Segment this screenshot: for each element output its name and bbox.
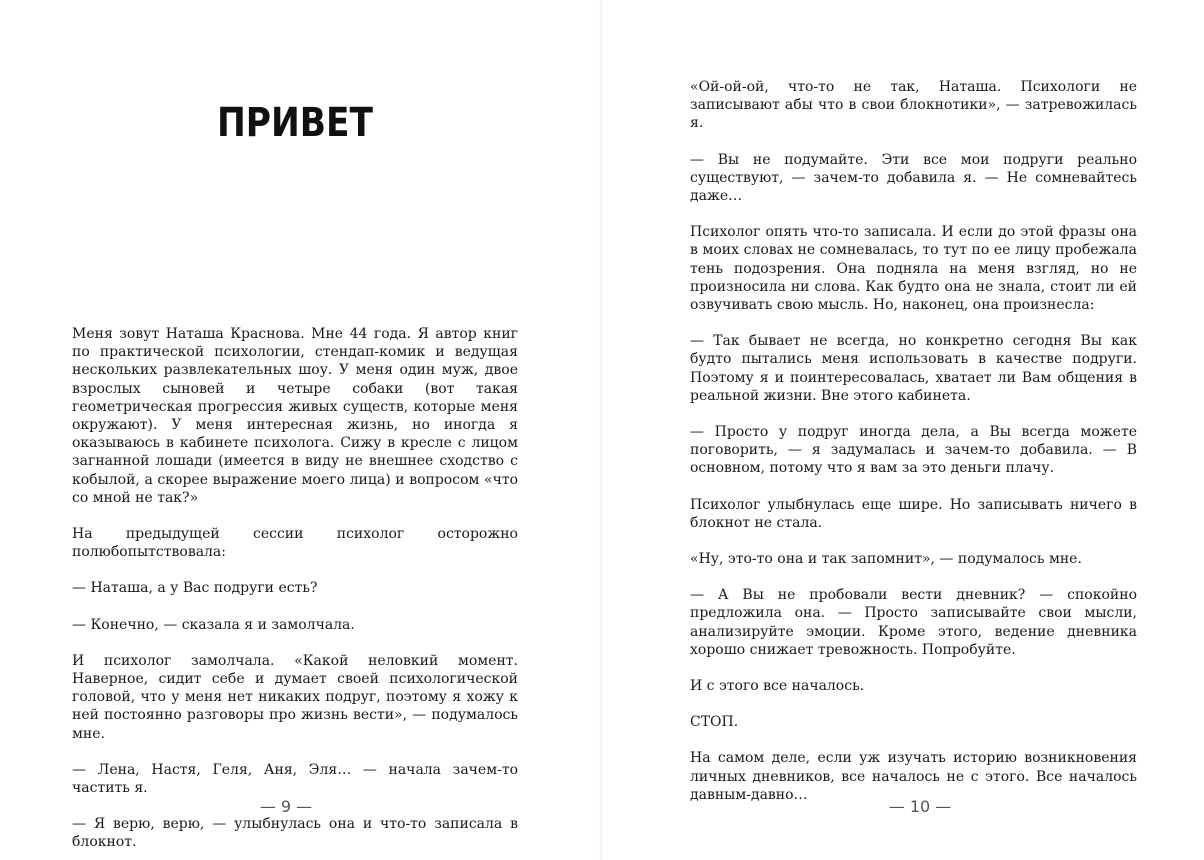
paragraph: Психолог опять что-то записала. И если до этой фразы она в моих словах не сомневалась, то тут по ее лицу пробежала тень подозрения. Она подняла на меня взгляд, но не произносила ни слова. Как будто она не знала, стоит ли ей озвучивать свою мысль. Но, наконец, она произнесла: [690, 224, 1137, 314]
paragraph: — Вы не подумайте. Эти все мои подруги реально существуют, — зачем-то добавила я. — Не сомневайтесь даже… [690, 151, 1137, 205]
paragraph: И психолог замолчала. «Какой неловкий момент. Наверное, сидит себе и думает своей психологической головой, что у меня нет никаких подруг, поэтому я хожу к ней постоянно разговоры про жизнь вести», — подумалось мне. [72, 652, 518, 742]
paragraph: На предыдущей сессии психолог осторожно полюбопытствовала: [72, 526, 518, 561]
right-page [602, 0, 1204, 860]
page-number-left: — 9 — [259, 797, 313, 816]
paragraph: — Наташа, а у Вас подруги есть? [72, 580, 318, 597]
paragraph: — Лена, Настя, Геля, Аня, Эля… — начала зачем-то частить я. [72, 761, 518, 797]
paragraph: «Ну, это-то она и так запомнит», — подумалось мне. [690, 551, 1082, 568]
paragraph: — А Вы не пробовали вести дневник? — спокойно предложила она. — Просто записывайте свои мысли, анализируйте эмоции. Кроме этого, ведение дневника хорошо снижает тревожность. Попробуйте. [690, 587, 1137, 658]
right-page-body [690, 78, 1137, 822]
paragraph: СТОП. [690, 714, 739, 731]
page-number-right: — 10 — [888, 797, 952, 816]
chapter-title: ПРИВЕТ [217, 100, 373, 146]
paragraph: — Я верю, верю, — улыбнулась она и что-то записала в блокнот. [72, 816, 518, 851]
paragraph: Психолог улыбнулась еще шире. Но записывать ничего в блокнот не стала. [690, 496, 1137, 531]
paragraph: — Конечно, — сказала я и замолчала. [72, 616, 355, 633]
paragraph: И с этого все началось. [690, 678, 865, 695]
paragraph: «Ой-ой-ой, что-то не так, Наташа. Психологи не записывают абы что в свои блокнотики», — затревожилась я. [690, 79, 1137, 132]
paragraph: Меня зовут Наташа Краснова. Мне 44 года. Я автор книг по практической психологии, стендап-комик и ведущая нескольких развлекательных шоу. У меня один муж, двое взрослых сыновей и четыре собаки (вот такая геометрическая прогрессия живых существ, которые меня окружают). У меня интересная жизнь, но иногда я оказываюсь в кабинете психолога. Сижу в кресле с лицом загнанной лошади (имеется в виду не внешнее сходство с кобылой, а скорее выражение моего лица) и вопросом «что со мной не так?» [72, 326, 518, 506]
paragraph: На самом деле, если уж изучать историю возникновения личных дневников, все началось не с этого. Все началось давным-давно… [690, 750, 1137, 803]
paragraph: — Так бывает не всегда, но конкретно сегодня Вы как будто пытались меня использовать в качестве подруги. Поэтому я и поинтересовалась, хватает ли Вам общения в реальной жизни. Вне этого кабинета. [690, 333, 1137, 404]
paragraph: — Просто у подруг иногда дела, а Вы всегда можете поговорить, — я задумалась и зачем-то добавила. — В основном, потому что я вам за это деньги плачу. [690, 424, 1137, 477]
left-page-body [72, 325, 518, 860]
